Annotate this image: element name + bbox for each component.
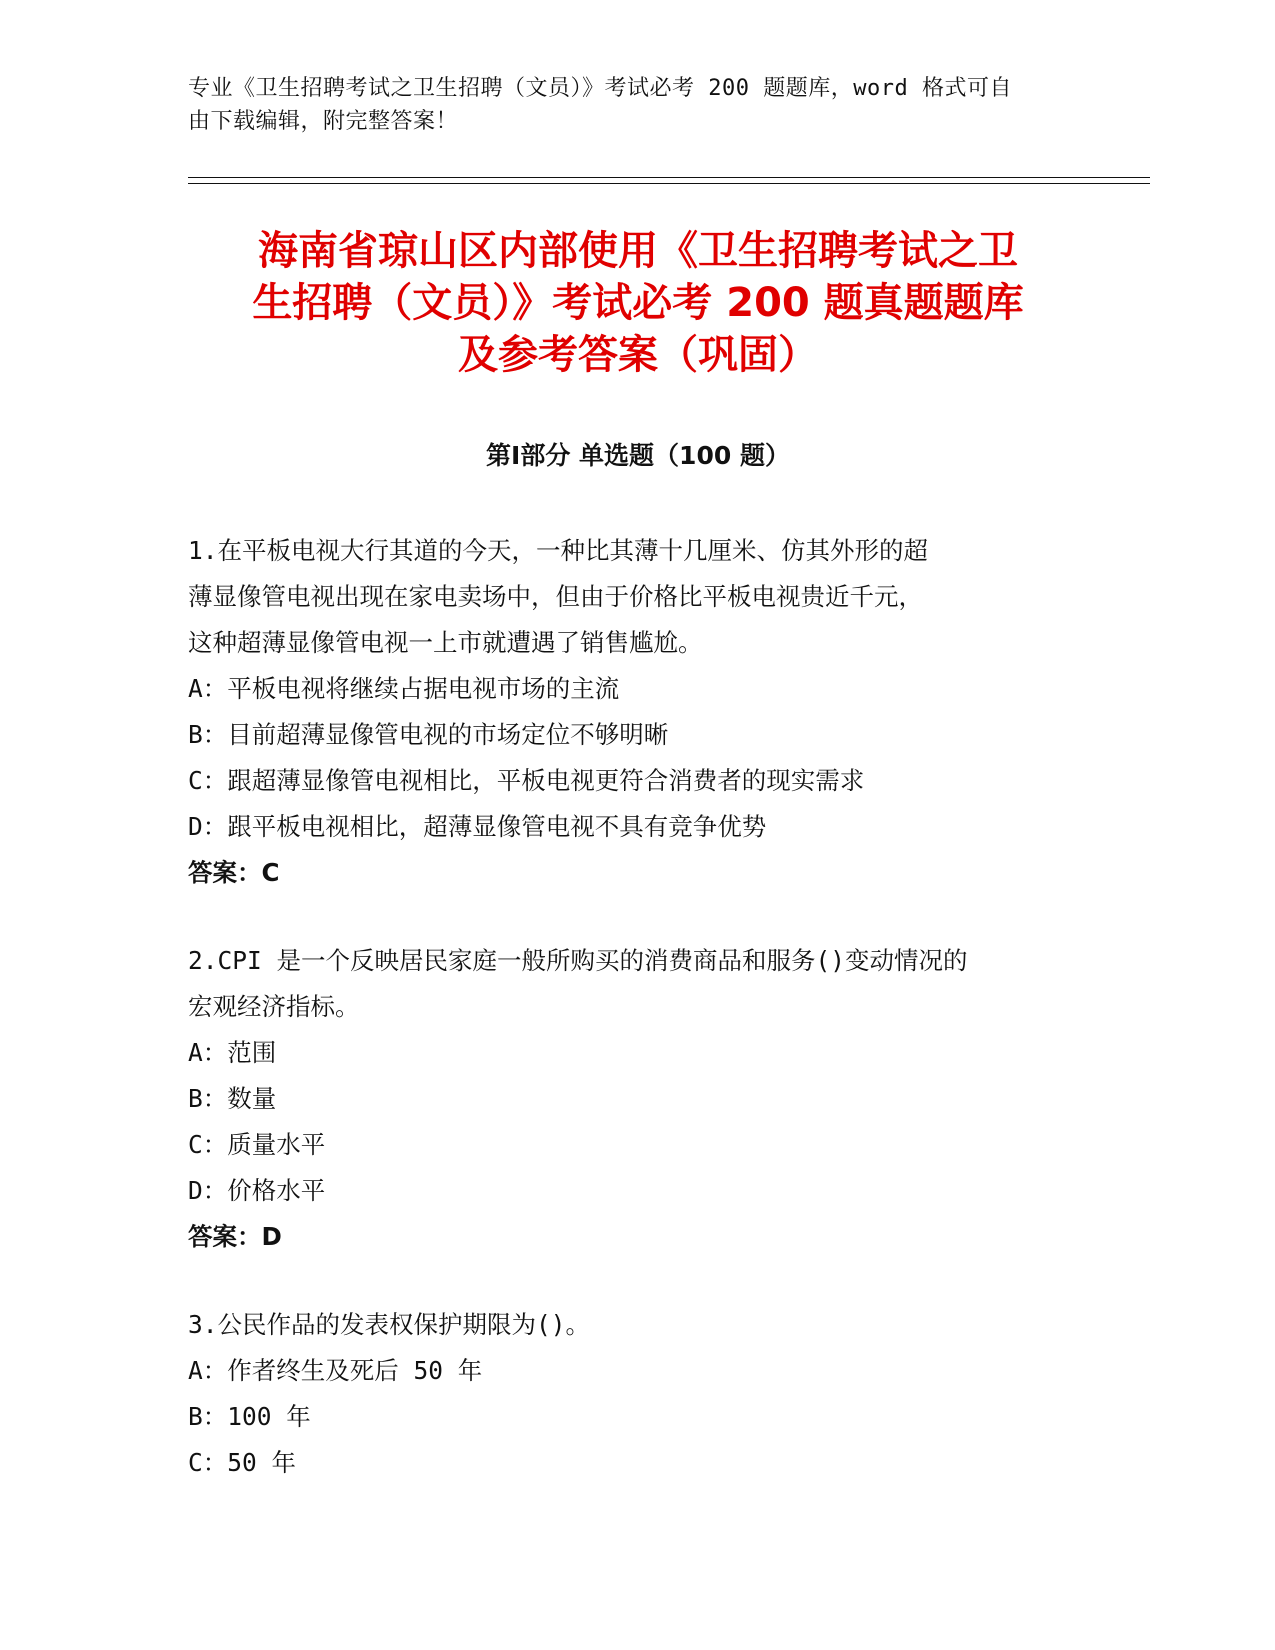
title-line-2: 生招聘（文员）》考试必考 200 题真题题库 xyxy=(252,280,1024,326)
document-title xyxy=(188,225,1088,381)
header-line-1: 专业《卫生招聘考试之卫生招聘（文员）》考试必考 200 题题库，word 格式可自 xyxy=(188,76,1012,101)
option-d: D：跟平板电视相比，超薄显像管电视不具有竞争优势 xyxy=(188,812,767,841)
option-c: C：质量水平 xyxy=(188,1130,326,1159)
question-stem-line: 宏观经济指标。 xyxy=(188,992,360,1021)
section-heading: 第Ⅰ部分 单选题（100 题） xyxy=(486,441,790,470)
question-stem-line: 1.在平板电视大行其道的今天，一种比其薄十几厘米、仿其外形的超 xyxy=(188,536,928,565)
option-a: A：平板电视将继续占据电视市场的主流 xyxy=(188,674,620,703)
question-stem-line: 薄显像管电视出现在家电卖场中，但由于价格比平板电视贵近千元， xyxy=(188,582,923,611)
option-c: C：50 年 xyxy=(188,1448,297,1477)
header-divider-bottom xyxy=(188,183,1150,184)
option-c: C：跟超薄显像管电视相比，平板电视更符合消费者的现实需求 xyxy=(188,766,865,795)
question-1 xyxy=(188,528,1088,896)
question-2 xyxy=(188,938,1088,1260)
answer-label: 答案：D xyxy=(188,1222,282,1251)
answer-label: 答案：C xyxy=(188,858,280,887)
question-list xyxy=(188,528,1088,1528)
header-line-2: 由下载编辑，附完整答案！ xyxy=(188,109,459,134)
title-line-3: 及参考答案（巩固） xyxy=(458,332,818,378)
option-d: D：价格水平 xyxy=(188,1176,326,1205)
option-b: B：100 年 xyxy=(188,1402,311,1431)
question-stem-line: 这种超薄显像管电视一上市就遭遇了销售尴尬。 xyxy=(188,628,703,657)
page-header xyxy=(188,72,1068,138)
question-3 xyxy=(188,1302,1088,1486)
question-stem-line: 3.公民作品的发表权保护期限为()。 xyxy=(188,1310,590,1339)
option-b: B：目前超薄显像管电视的市场定位不够明晰 xyxy=(188,720,669,749)
option-b: B：数量 xyxy=(188,1084,277,1113)
question-stem-line: 2.CPI 是一个反映居民家庭一般所购买的消费商品和服务()变动情况的 xyxy=(188,946,968,975)
option-a: A：范围 xyxy=(188,1038,277,1067)
header-divider-top xyxy=(188,177,1150,178)
title-line-1: 海南省琼山区内部使用《卫生招聘考试之卫 xyxy=(258,228,1018,274)
option-a: A：作者终生及死后 50 年 xyxy=(188,1356,483,1385)
